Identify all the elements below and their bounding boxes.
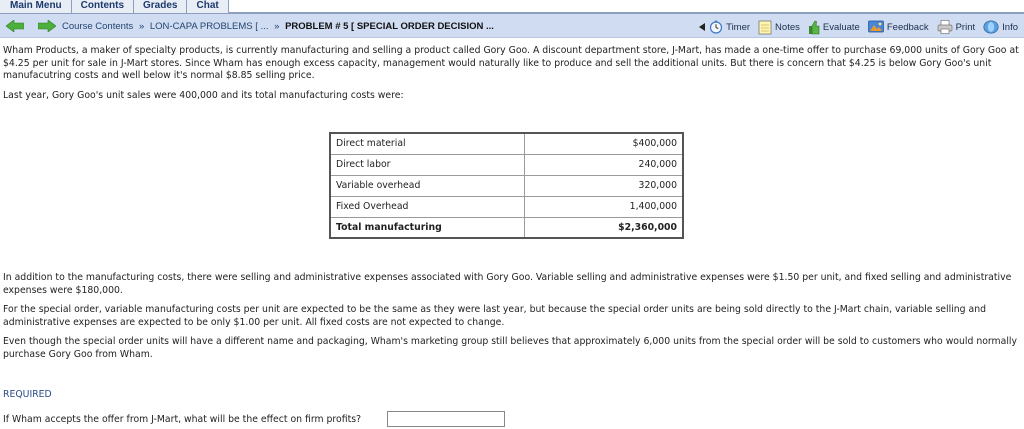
table-row xyxy=(330,196,683,217)
timer-tool[interactable] xyxy=(699,20,750,34)
print-label: Print xyxy=(955,21,976,33)
back-arrow-icon[interactable] xyxy=(6,20,24,32)
breadcrumb-separator: » xyxy=(274,21,280,32)
table-row xyxy=(330,154,683,175)
evaluate-label: Evaluate xyxy=(822,21,860,33)
clock-icon xyxy=(709,20,723,34)
table-row xyxy=(330,133,683,154)
problem-body xyxy=(3,45,1019,109)
required-heading: REQUIRED xyxy=(3,389,52,400)
toolbar xyxy=(691,18,1018,36)
thumbs-up-icon xyxy=(808,20,820,35)
info-label: Info xyxy=(1002,21,1018,33)
main-menu-bar xyxy=(0,0,1024,13)
breadcrumb-lon-capa-problems[interactable]: LON-CAPA PROBLEMS [ ... xyxy=(149,21,269,32)
evaluate-tool[interactable] xyxy=(808,20,860,35)
menu-spacer xyxy=(229,0,1024,13)
cost-value: 320,000 xyxy=(524,175,683,196)
forward-arrow-icon[interactable] xyxy=(38,20,56,32)
notes-tool[interactable] xyxy=(758,20,800,35)
collapse-triangle-icon[interactable] xyxy=(699,23,705,31)
cost-label: Direct material xyxy=(330,133,524,154)
navigation-bar xyxy=(0,13,1024,38)
cost-label: Direct labor xyxy=(330,154,524,175)
cost-label: Total manufacturing xyxy=(330,217,524,238)
cost-value: $400,000 xyxy=(524,133,683,154)
paragraph-selling-expenses: In addition to the manufacturing costs, there were selling and administrative expenses associated with Gory Goo. Variable selling and administrative expenses were $1.50 per unit, and fixed selling and administrative expenses were $180,000. xyxy=(3,272,1012,296)
paragraph-packaging: Even though the special order units will have a different name and packaging, Wham's marketing group still believes that approximately 6,000 units from the special order will be sold to customers who would normally purchase Gory Goo from Wham. xyxy=(3,336,1017,360)
feedback-tool[interactable] xyxy=(868,20,929,34)
cost-value: 240,000 xyxy=(524,154,683,175)
info-tool[interactable] xyxy=(983,20,1018,34)
printer-icon xyxy=(937,20,953,34)
answer-input[interactable] xyxy=(387,411,505,427)
question-text: If Wham accepts the offer from J-Mart, what will be the effect on firm profits? xyxy=(3,414,361,425)
problem-intro: Wham Products, a maker of specialty products, is currently manufacturing and selling a product called Gory Goo. A discount department store, J-Mart, has made a one-time offer to purchase 69,000 units of Gory Goo at $4.25 per unit for sale in J-Mart stores. Since Wham has enough excess capacity, management would naturally like to produce and sell the additional units. But there is concern that $4.25 is below Gory Goo's unit manufacutring costs and well below it's normal $8.85 selling price. xyxy=(3,45,1019,81)
menu-chat[interactable]: Chat xyxy=(187,0,228,13)
notes-label: Notes xyxy=(775,21,800,33)
print-tool[interactable] xyxy=(937,20,976,34)
breadcrumb-current-problem: PROBLEM # 5 [ SPECIAL ORDER DECISION ... xyxy=(285,21,494,32)
cost-label: Variable overhead xyxy=(330,175,524,196)
feedback-icon xyxy=(868,20,884,34)
info-icon xyxy=(983,20,999,34)
table-row xyxy=(330,175,683,196)
paragraph-special-order: For the special order, variable manufacturing costs per unit are expected to be the same as they were last year, but because the special order units are being sold directly to the J-Mart chain, variable selling and administrative expenses are expected to be only $1.00 per unit. All fixed costs are not expected to change. xyxy=(3,304,987,328)
problem-details xyxy=(3,272,1019,368)
breadcrumb-separator: » xyxy=(138,21,145,32)
breadcrumb xyxy=(62,21,494,32)
cost-value: $2,360,000 xyxy=(524,217,683,238)
notepad-icon xyxy=(758,20,772,35)
breadcrumb-course-contents[interactable]: Course Contents xyxy=(62,21,134,32)
menu-contents[interactable]: Contents xyxy=(72,0,134,13)
manufacturing-costs-table xyxy=(329,132,684,239)
feedback-label: Feedback xyxy=(886,21,929,33)
table-row-total xyxy=(330,217,683,238)
cost-value: 1,400,000 xyxy=(524,196,683,217)
cost-label: Fixed Overhead xyxy=(330,196,524,217)
menu-grades[interactable]: Grades xyxy=(134,0,187,13)
problem-last-year: Last year, Gory Goo's unit sales were 400,000 and its total manufacturing costs were: xyxy=(3,89,404,101)
menu-main-menu[interactable]: Main Menu xyxy=(0,0,72,13)
timer-label: Timer xyxy=(726,21,751,33)
